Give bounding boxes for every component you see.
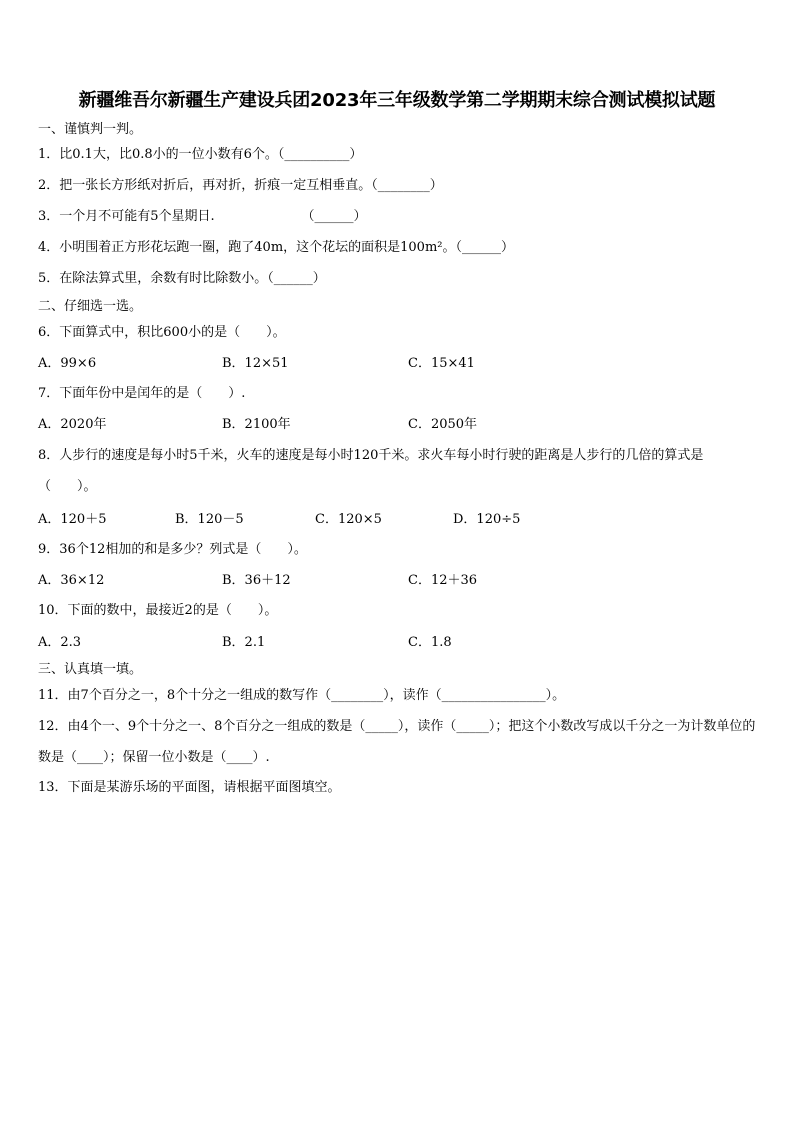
question-10-option-a: A．2.3	[38, 635, 82, 650]
question-7-option-c: C．2050年	[408, 417, 478, 432]
question-6-option-c: C．15×41	[408, 356, 475, 371]
question-9-option-c: C．12＋36	[408, 573, 478, 588]
question-6-option-a: A．99×6	[38, 356, 97, 371]
question-11: 11．由7个百分之一，8个十分之一组成的数写作（________），读作（________________）。	[38, 688, 566, 703]
section-heading-choice: 二、仔细选一选。	[38, 299, 143, 314]
question-8: 8．人步行的速度是每小时5千米，火车的速度是每小时120千米。求火车每小时行驶的距离是人步行的几倍的算式是（ ）。	[38, 448, 704, 494]
question-8-option-b: B．120－5	[175, 512, 244, 527]
question-8-option-a: A．120＋5	[38, 512, 107, 527]
question-4: 4．小明围着正方形花坛跑一圈，跑了40m，这个花坛的面积是100m²。（______）	[38, 240, 514, 255]
question-1: 1．比0.1大，比0.8小的一位小数有6个。（__________）	[38, 147, 363, 162]
question-13: 13．下面是某游乐场的平面图，请根据平面图填空。	[38, 780, 341, 795]
page-title: 新疆维吾尔新疆生产建设兵团2023年三年级数学第二学期期末综合测试模拟试题	[78, 90, 716, 111]
section-heading-judge: 一、谨慎判一判。	[38, 122, 143, 137]
question-7-option-a: A．2020年	[38, 417, 107, 432]
question-8-option-d: D．120÷5	[453, 512, 521, 527]
question-2: 2．把一张长方形纸对折后，再对折，折痕一定互相垂直。（________）	[38, 178, 443, 193]
section-heading-fill: 三、认真填一填。	[38, 662, 143, 677]
question-8-option-c: C．120×5	[315, 512, 382, 527]
question-3: 3．一个月不可能有5个星期日. （______）	[38, 209, 367, 224]
question-10: 10．下面的数中，最接近2的是（ ）。	[38, 603, 278, 618]
question-7: 7．下面年份中是闰年的是（ ）.	[38, 386, 246, 401]
question-6-option-b: B．12×51	[222, 356, 289, 371]
question-9: 9．36个12相加的和是多少？列式是（ ）。	[38, 542, 307, 557]
question-12: 12．由4个一、9个十分之一、8个百分之一组成的数是（_____），读作（_____）；把这个小数改写成以千分之一为计数单位的数是（____）；保留一位小数是（____）.	[38, 719, 756, 765]
question-7-option-b: B．2100年	[222, 417, 291, 432]
question-5: 5．在除法算式里，余数有时比除数小。（______）	[38, 271, 326, 286]
question-10-option-c: C．1.8	[408, 635, 452, 650]
question-10-option-b: B．2.1	[222, 635, 266, 650]
question-9-option-b: B．36＋12	[222, 573, 291, 588]
question-6: 6．下面算式中，积比600小的是（ ）。	[38, 325, 286, 340]
question-9-option-a: A．36×12	[38, 573, 105, 588]
